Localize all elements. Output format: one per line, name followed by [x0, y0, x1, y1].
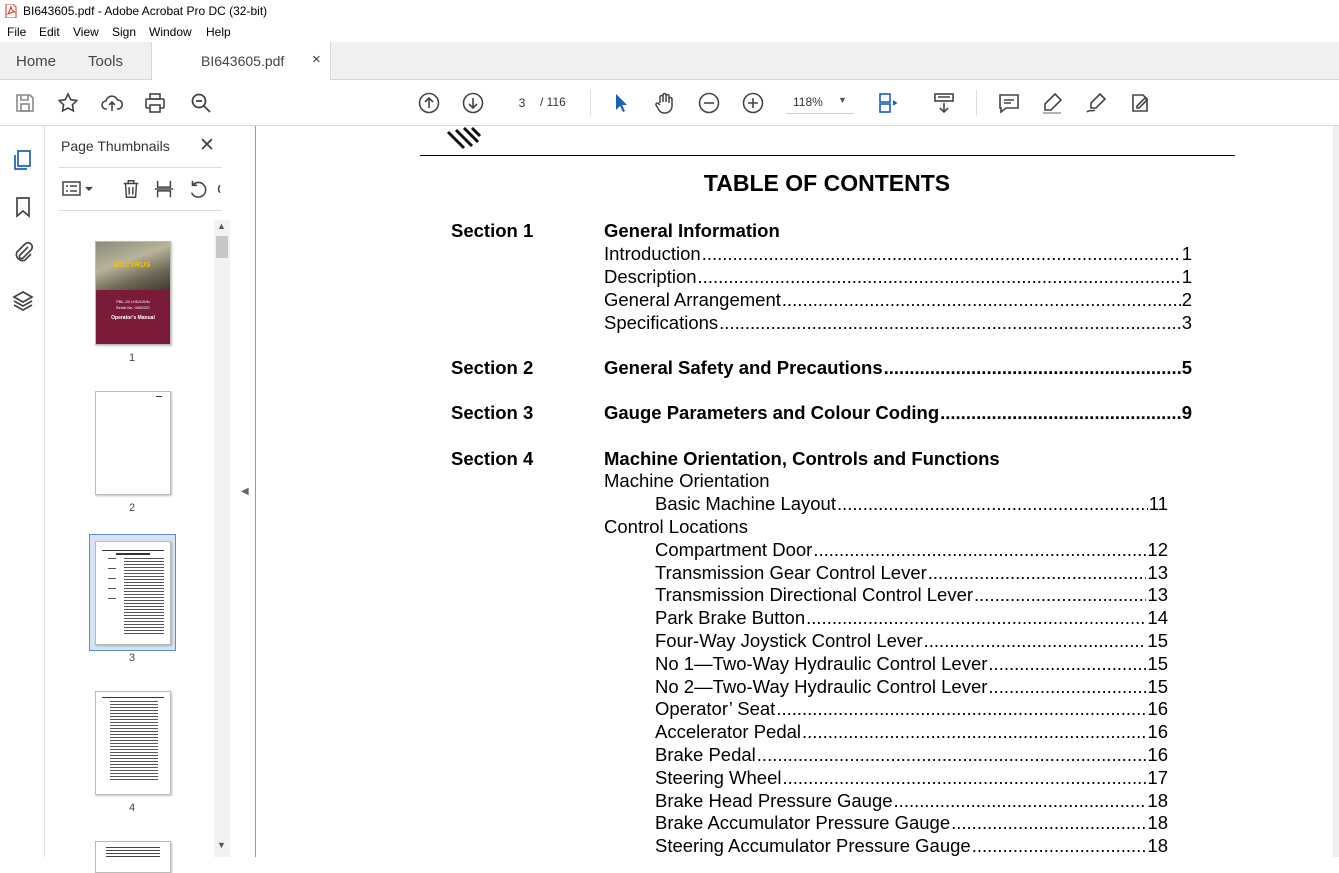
toc-entry[interactable]	[655, 698, 1168, 720]
toc-entry[interactable]	[655, 721, 1168, 743]
zoom-select[interactable]	[786, 91, 854, 114]
entry-text: Accelerator Pedal	[655, 721, 802, 742]
leader-dots	[928, 562, 1147, 584]
entry-text: General Safety and Precautions	[604, 357, 883, 378]
chevron-up-icon[interactable]: ▲	[217, 221, 226, 231]
document-view[interactable]	[256, 126, 1333, 857]
entry-page: 5	[1181, 357, 1192, 378]
tab-document-label: BI643605.pdf	[201, 53, 285, 69]
thumbnail-label: 4	[128, 802, 136, 814]
page-thumbnail-3[interactable]	[95, 541, 171, 645]
toolbar-divider	[976, 90, 977, 116]
pdf-app-icon	[5, 4, 17, 18]
tab-document[interactable]	[151, 42, 331, 80]
entry-text: Brake Head Pressure Gauge	[655, 790, 893, 811]
document-scrollbar[interactable]	[1333, 126, 1339, 857]
comment-icon[interactable]	[997, 91, 1021, 115]
entry-page: 17	[1147, 767, 1168, 788]
save-icon[interactable]	[13, 91, 37, 115]
page-rule	[102, 697, 164, 698]
entry-page: 14	[1147, 607, 1168, 628]
leader-dots	[719, 312, 1181, 334]
entry-page: 15	[1147, 630, 1168, 651]
entry-text: General Arrangement	[604, 289, 781, 310]
hand-tool-icon[interactable]	[653, 91, 677, 115]
entry-text: Steering Wheel	[655, 767, 782, 788]
scroll-mode-icon[interactable]	[932, 91, 956, 115]
page-heading	[116, 553, 150, 555]
entry-page: 2	[1181, 289, 1192, 310]
entry-page: 3	[1181, 312, 1192, 333]
toc-entry[interactable]	[655, 790, 1168, 812]
entry-text: Gauge Parameters and Colour Coding	[604, 402, 940, 423]
leader-dots	[757, 744, 1147, 766]
panel-divider	[59, 167, 222, 168]
panel-splitter[interactable]	[235, 126, 256, 857]
delete-icon[interactable]	[120, 178, 142, 200]
page-total: / 116	[540, 95, 566, 109]
leader-dots	[782, 289, 1181, 311]
page-number-input[interactable]	[508, 93, 536, 113]
edit-stamp-icon[interactable]	[1128, 91, 1152, 115]
entry-text: Specifications	[604, 312, 719, 333]
leader-dots	[951, 812, 1146, 834]
entry-page: 16	[1147, 698, 1168, 719]
leader-dots	[884, 357, 1181, 379]
entry-text: No 2—Two-Way Hydraulic Control Lever	[655, 676, 988, 697]
section-label: Section 4	[451, 448, 534, 469]
chevron-down-icon[interactable]: ▼	[217, 840, 226, 850]
toc-entry[interactable]	[655, 835, 1168, 857]
tab-close-button[interactable]: ×	[312, 51, 321, 68]
menu-bar	[0, 22, 1339, 42]
header-rule	[420, 155, 1235, 156]
tab-bar	[0, 42, 1339, 80]
section-label: Section 3	[451, 402, 534, 423]
entry-text: Description	[604, 266, 697, 287]
page-text-lines	[124, 558, 164, 636]
entry-page: 1	[1181, 266, 1192, 287]
leader-dots	[698, 266, 1181, 288]
entry-page: 13	[1147, 584, 1168, 605]
entry-text: Compartment Door	[655, 539, 813, 560]
subsection-title: Control Locations	[604, 516, 748, 537]
toc-entry[interactable]	[655, 562, 1168, 584]
menu-file[interactable]: File	[7, 25, 27, 39]
toc-entry[interactable]	[655, 812, 1168, 834]
tab-home[interactable]: Home	[16, 53, 57, 70]
scrollbar-thumb[interactable]	[216, 236, 228, 258]
close-icon[interactable]: ✕	[199, 135, 215, 156]
toc-entry[interactable]	[604, 357, 1192, 379]
zoom-in-icon[interactable]	[741, 91, 765, 115]
select-cursor-icon[interactable]	[609, 91, 633, 115]
toolbar	[0, 80, 1339, 126]
toc-entry[interactable]	[655, 653, 1168, 675]
leader-dots	[974, 584, 1146, 606]
zoom-out-icon[interactable]	[697, 91, 721, 115]
upload-cloud-icon[interactable]	[100, 91, 124, 115]
highlight-pen-icon[interactable]	[1040, 91, 1064, 115]
page-text-lines	[108, 558, 116, 608]
entry-text: Brake Pedal	[655, 744, 756, 765]
more-tools-icon[interactable]	[217, 178, 223, 200]
leader-dots	[837, 493, 1148, 515]
section-label: Section 1	[451, 220, 534, 241]
layers-icon[interactable]	[11, 289, 35, 313]
thumbnails-scrollbar[interactable]	[214, 220, 230, 857]
toc-entry[interactable]	[655, 630, 1168, 652]
toc-entry[interactable]	[655, 767, 1168, 789]
page-mark	[156, 396, 162, 397]
bookmark-icon[interactable]	[11, 195, 35, 219]
window-title: BI643605.pdf - Adobe Acrobat Pro DC (32-bit)	[23, 4, 268, 18]
thumbnail-label: 2	[128, 502, 136, 514]
previous-page-icon[interactable]	[417, 91, 441, 115]
rotate-icon[interactable]	[187, 178, 209, 200]
toc-entry[interactable]	[655, 493, 1168, 515]
entry-text: Four-Way Joystick Control Lever	[655, 630, 923, 651]
entry-page: 9	[1181, 402, 1192, 423]
page-thumbnail-4[interactable]	[95, 691, 171, 795]
entry-page: 1	[1181, 243, 1192, 264]
options-menu-icon[interactable]	[61, 179, 95, 199]
fit-page-icon[interactable]	[876, 91, 900, 115]
entry-page: 16	[1147, 744, 1168, 765]
page-text-lines	[110, 701, 158, 781]
toc-entry[interactable]	[604, 243, 1192, 265]
bookmark-star-icon[interactable]	[56, 91, 80, 115]
thumbnails-panel	[45, 126, 235, 857]
left-rail	[0, 126, 45, 857]
menu-sign[interactable]: Sign	[112, 25, 137, 39]
entry-page: 15	[1147, 676, 1168, 697]
leader-dots	[988, 653, 1146, 675]
entry-page: 12	[1147, 539, 1168, 560]
sign-icon[interactable]	[1084, 91, 1108, 115]
thumbnail-label: 3	[128, 652, 136, 664]
leader-dots	[813, 539, 1146, 561]
toolbar-divider	[590, 90, 591, 116]
search-icon[interactable]	[189, 91, 213, 115]
entry-text: Steering Accumulator Pressure Gauge	[655, 835, 971, 856]
menu-view[interactable]: View	[73, 25, 99, 39]
leader-dots	[802, 721, 1146, 743]
title-bar	[0, 0, 1339, 22]
entry-text: Transmission Gear Control Lever	[655, 562, 927, 583]
entry-page: 15	[1147, 653, 1168, 674]
leader-dots	[924, 630, 1147, 652]
entry-text: Introduction	[604, 243, 701, 264]
entry-text: Transmission Directional Control Lever	[655, 584, 974, 605]
zoom-value: 118%	[793, 95, 823, 109]
leader-dots	[988, 676, 1146, 698]
entry-text: Basic Machine Layout	[655, 493, 836, 514]
print-icon[interactable]	[143, 91, 167, 115]
toc-entry[interactable]	[655, 607, 1168, 629]
section-title: Machine Orientation, Controls and Functions	[604, 448, 1000, 469]
subsection-title: Machine Orientation	[604, 470, 770, 491]
entry-text: No 1—Two-Way Hydraulic Control Lever	[655, 653, 988, 674]
leader-dots	[940, 402, 1181, 424]
toc-entry[interactable]	[604, 402, 1192, 424]
section-title: General Information	[604, 220, 780, 241]
entry-text: Operator’ Seat	[655, 698, 776, 719]
page-thumbnails-icon[interactable]	[11, 148, 35, 172]
company-logo-icon	[446, 126, 496, 150]
entry-page: 18	[1147, 812, 1168, 833]
panel-divider	[59, 210, 222, 211]
cover-title: Operator's Manual	[111, 315, 155, 321]
menu-window[interactable]: Window	[149, 25, 192, 39]
panel-toolbar	[59, 176, 224, 202]
leader-dots	[806, 607, 1146, 629]
cover-line2: Serial No. 0000237	[115, 305, 151, 310]
leader-dots	[776, 698, 1146, 720]
toc-entry[interactable]	[655, 676, 1168, 698]
tab-tools[interactable]: Tools	[88, 53, 124, 70]
leader-dots	[972, 835, 1147, 857]
entry-page: 18	[1147, 835, 1168, 856]
page-rule	[102, 550, 164, 551]
entry-page: 16	[1147, 721, 1168, 742]
chevron-down-icon: ▼	[838, 95, 847, 105]
menu-help[interactable]: Help	[206, 25, 231, 39]
entry-page: 18	[1147, 790, 1168, 811]
leader-dots	[894, 790, 1147, 812]
extract-pages-icon[interactable]	[153, 178, 175, 200]
thumbnail-label: 1	[128, 352, 136, 364]
toc-entry[interactable]	[655, 539, 1168, 561]
entry-text: Park Brake Button	[655, 607, 806, 628]
page-heading: TABLE OF CONTENTS	[703, 170, 951, 196]
panel-title: Page Thumbnails	[61, 138, 170, 154]
entry-page: 11	[1148, 493, 1168, 514]
page-thumbnail-5[interactable]	[95, 841, 171, 873]
attachment-icon[interactable]	[11, 240, 35, 264]
toc-entry[interactable]	[604, 312, 1192, 334]
cover-line1: PBL-15 LHD/UX/fu	[116, 299, 150, 304]
entry-text: Brake Accumulator Pressure Gauge	[655, 812, 951, 833]
leader-dots	[782, 767, 1146, 789]
toc-entry[interactable]	[604, 289, 1192, 311]
toc-entry[interactable]	[655, 584, 1168, 606]
page-text-lines	[106, 847, 160, 857]
toc-entry[interactable]	[655, 744, 1168, 766]
page-thumbnail-2[interactable]	[95, 391, 171, 495]
section-label: Section 2	[451, 357, 534, 378]
cover-brand: BUCYRUS	[114, 262, 151, 269]
leader-dots	[702, 243, 1181, 265]
toc-entry[interactable]	[604, 266, 1192, 288]
page-thumbnail-1[interactable]	[95, 241, 171, 345]
collapse-panel-icon[interactable]: ◀	[241, 486, 249, 497]
next-page-icon[interactable]	[461, 91, 485, 115]
menu-edit[interactable]: Edit	[39, 25, 60, 39]
entry-page: 13	[1147, 562, 1168, 583]
